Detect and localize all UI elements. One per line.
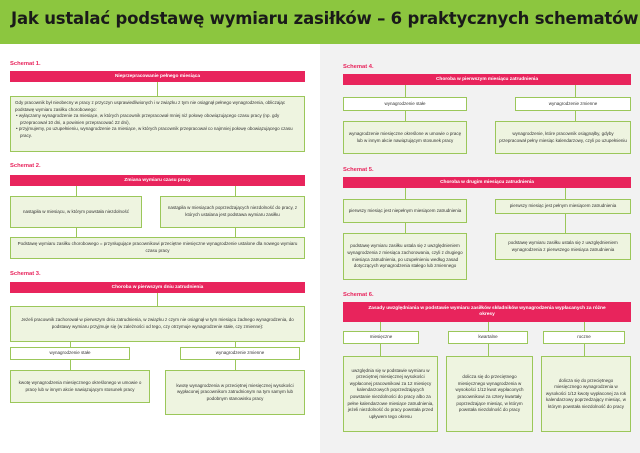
connector xyxy=(380,322,381,331)
connector xyxy=(405,85,406,97)
header-banner xyxy=(0,0,640,44)
schema-5-header: Choroba w drugim miesiącu zatrudnienia xyxy=(343,177,631,188)
schema-6-option-yearly: roczne xyxy=(543,331,625,344)
schema-2-option-previous-months: nastąpiła w miesiącach poprzedzających niezdolność do pracy, z których ustalana jest podstawa wymiaru zasiłku xyxy=(160,196,305,228)
schema-3-title: Schemat 3. xyxy=(10,271,41,277)
connector xyxy=(488,322,489,331)
connector xyxy=(405,188,406,199)
schema-6-header: Zasady uwzględniania w podstawie wymiaru zasiłków składników wynagrodzenia wypłacanych za różne okresy xyxy=(343,302,631,322)
connector xyxy=(405,223,406,233)
schema-1-text: Gdy pracownik był nieobecny w pracy z przyczyn usprawiedliwionych i w związku z tym nie osiągnął pełnego wynagrodzenia, obliczając podstawę wymiaru zasiłku chorobowego: xyxy=(15,100,286,112)
connector xyxy=(157,82,158,96)
connector xyxy=(584,344,585,356)
connector xyxy=(575,85,576,97)
schema-4-header: Choroba w pierwszym miesiącu zatrudnienia xyxy=(343,74,631,85)
schema-3-description: Jeżeli pracownik zachorował w pierwszym dniu zatrudnienia, w związku z czym nie osiągnął w tym miesiącu żadnego wynagrodzenia, do podstawy wymiaru przyjmuje się (w zależności od tego, czy otrzymuje wynagrodzenie stałe, czy zmienne): xyxy=(10,306,305,342)
schema-1-bullet: • wyłączamy wynagrodzenie za miesiące, w których pracownik przepracował mniej niż połowę obowiązującego czasu pracy (np. gdy przepracował 10 dni, a powinien przepracować 22 dni), xyxy=(16,113,280,125)
schema-1-description xyxy=(10,96,305,152)
connector xyxy=(235,228,236,237)
schema-1-bullet: • przyjmujemy, po uzupełnieniu, wynagrodzenie za miesiące, w których pracownik przepracował co najmniej połowę obowiązującego czasu pracy. xyxy=(16,126,293,138)
connector xyxy=(565,214,566,233)
schema-1-header: Nieprzepracowanie pełnego miesiąca xyxy=(10,71,305,82)
schema-5-partial-desc: podstawę wymiaru zasiłku ustala się z uwzględnieniem wynagrodzenia z miesiąca zachorowania, czyli z drugiego miesiąca zatrudnienia, po uzupełnieniu według zasad dotyczących wynagrodzenia stałego lub zmiennego xyxy=(343,233,467,280)
schema-6-option-monthly: miesięczne xyxy=(343,331,419,344)
schema-6-yearly-desc: dolicza się do przeciętnego miesięcznego wynagrodzenia w wysokości 1/12 kwoty wypłaconej za rok kalendarzowy poprzedzający miesiąc, w którym powstała niezdolność do pracy xyxy=(541,356,631,432)
page-title: Jak ustalać podstawę wymiaru zasiłków – 6 praktycznych schematów xyxy=(11,9,639,28)
schema-5-option-partial-month: pierwszy miesiąc jest niepełnym miesiącem zatrudnienia xyxy=(343,199,467,223)
schema-4-variable-desc: wynagrodzenie, które pracownik osiągnąłby, gdyby przepracował pełny miesiąc kalendarzowy, czyli po uzupełnieniu xyxy=(495,121,631,154)
schema-2-option-current-month: nastąpiła w miesiącu, w którym powstała niezdolność xyxy=(10,196,142,228)
connector xyxy=(488,344,489,356)
schema-1-title: Schemat 1. xyxy=(10,61,41,67)
connector xyxy=(235,360,236,370)
connector xyxy=(76,186,77,196)
schema-2-title: Schemat 2. xyxy=(10,163,41,169)
schema-4-option-variable: wynagrodzenie zmienne xyxy=(515,97,631,111)
connector xyxy=(405,111,406,121)
schema-2-header: Zmiana wymiaru czasu pracy xyxy=(10,175,305,186)
connector xyxy=(575,111,576,121)
connector xyxy=(584,322,585,331)
connector xyxy=(380,344,381,356)
connector xyxy=(235,186,236,196)
schema-2-result: Podstawę wymiaru zasiłku chorobowego = przysługujące pracownikowi przeciętne miesięczne wynagrodzenie ustalone dla nowego wymiaru czasu pracy xyxy=(10,237,305,259)
connector xyxy=(565,188,566,199)
schema-3-header: Choroba w pierwszym dniu zatrudnienia xyxy=(10,282,305,293)
schema-6-quarterly-desc: dolicza się do przeciętnego miesięcznego wynagrodzenia w wysokości 1/12 kwot wypłaconych pracownikowi za cztery kwartały poprzedzające miesiąc, w którym powstała niezdolność do pracy xyxy=(446,356,533,432)
schema-6-option-quarterly: kwartalne xyxy=(448,331,528,344)
schema-5-full-desc: podstawę wymiaru zasiłku ustala się z uwzględnieniem wynagrodzenia z pierwszego miesiąca zatrudnienia xyxy=(495,233,631,260)
schema-3-fixed-desc: kwotę wynagrodzenia miesięcznego określonego w umowie o pracę lub w innym akcie nawiązującym stosunek pracy xyxy=(10,370,150,403)
connector xyxy=(157,293,158,306)
schema-3-option-fixed: wynagrodzenie stałe xyxy=(10,347,130,360)
schema-5-title: Schemat 5. xyxy=(343,167,374,173)
connector xyxy=(76,228,77,237)
schema-4-fixed-desc: wynagrodzenie miesięczne określone w umowie o pracę lub w innym akcie nawiązującym stosunek pracy xyxy=(343,121,467,154)
schema-5-option-full-month: pierwszy miesiąc jest pełnym miesiącem zatrudnienia xyxy=(495,199,631,214)
schema-6-monthly-desc: uwzględnia się w podstawie wymiaru w przeciętnej miesięcznej wysokości wypłaconej pracownikowi za 12 miesięcy kalendarzowych poprzedzających powstanie niezdolności do pracy albo za pełne kalendarzowe miesiące zatrudnienia, jeżeli niezdolność do pracy powstała przed upływem tego okresu xyxy=(343,356,438,432)
schema-3-option-variable: wynagrodzenie zmienne xyxy=(180,347,300,360)
schema-4-option-fixed: wynagrodzenie stałe xyxy=(343,97,467,111)
schema-4-title: Schemat 4. xyxy=(343,64,374,70)
schema-6-title: Schemat 6. xyxy=(343,292,374,298)
schema-3-variable-desc: kwotę wynagrodzenia w przeciętnej miesięcznej wysokości wypłaconej pracownikom zatrudnionym na tym samym lub podobnym stanowisku pracy xyxy=(165,370,305,415)
connector xyxy=(70,360,71,370)
